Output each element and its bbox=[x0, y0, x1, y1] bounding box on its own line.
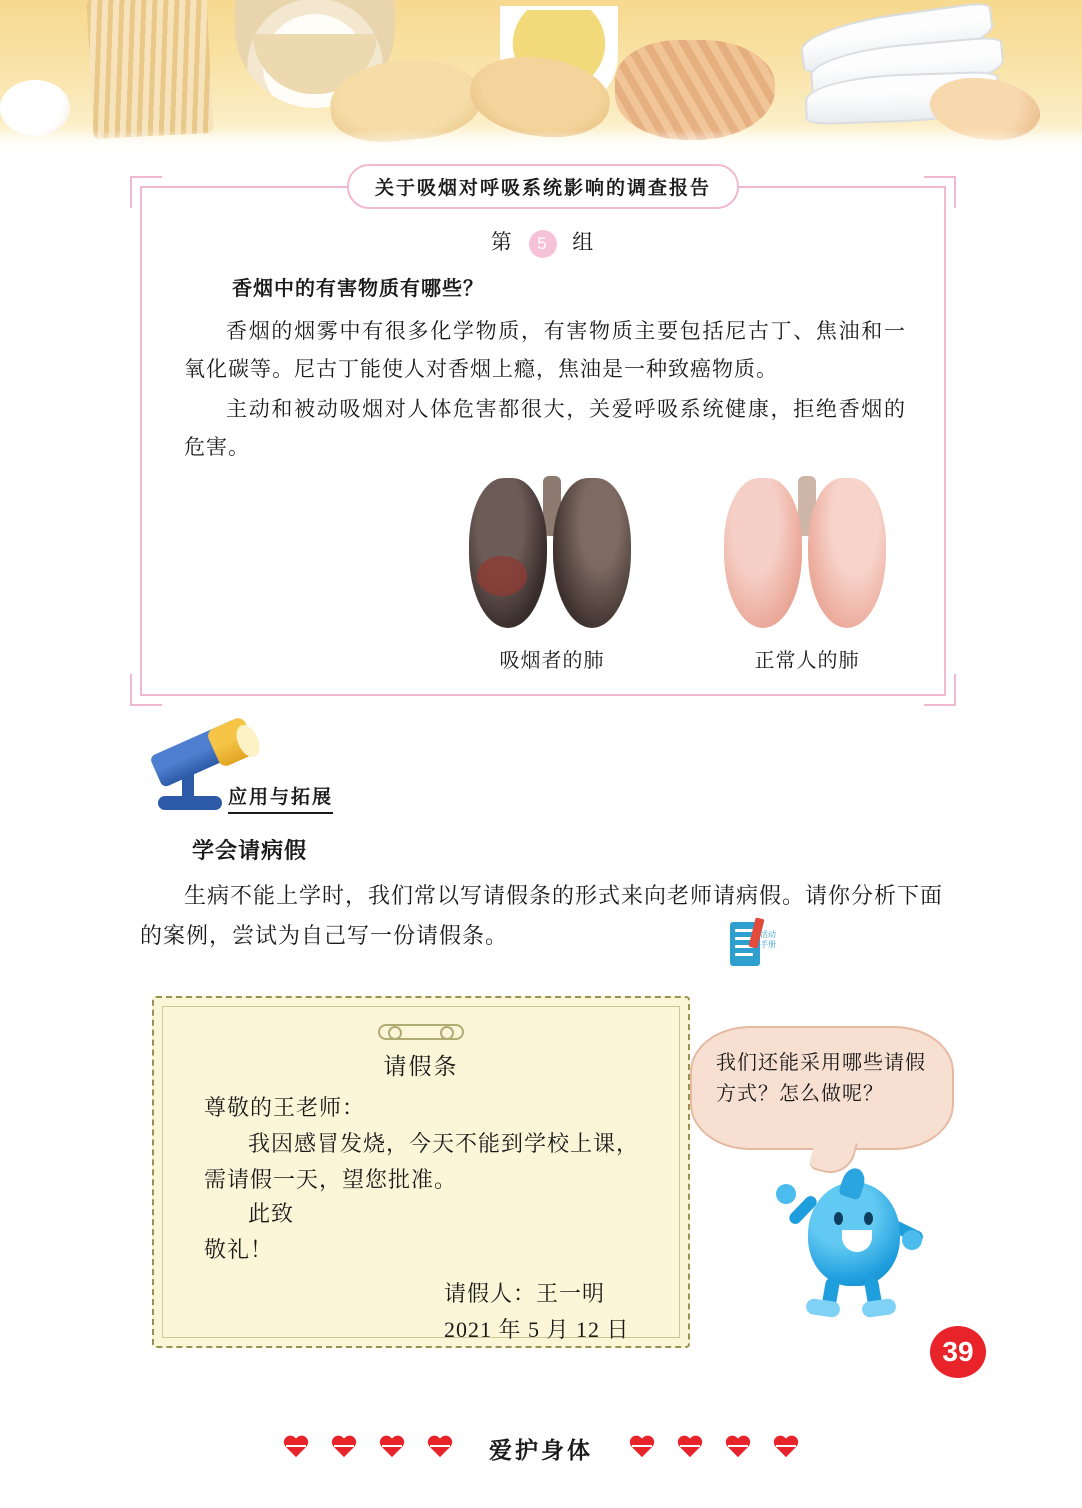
heart-icon bbox=[629, 1436, 655, 1460]
manual-icon-label: 活动 手册 bbox=[760, 930, 776, 949]
heart-icon bbox=[331, 1436, 357, 1460]
noodles-image bbox=[86, 0, 213, 139]
activity-manual-icon bbox=[730, 920, 786, 968]
footer-text: 爱护身体 bbox=[489, 1436, 593, 1463]
note-salutation: 尊敬的王老师： bbox=[204, 1095, 366, 1120]
report-paragraph-1: 香烟的烟雾中有很多化学物质，有害物质主要包括尼古丁、焦油和一氧化碳等。尼古丁能使人对香烟上瘾，焦油是一种致癌物质。 bbox=[184, 319, 906, 381]
leave-note-card bbox=[152, 996, 690, 1348]
card-corner-bottom-right bbox=[924, 674, 956, 706]
mascot-hand-right bbox=[902, 1230, 922, 1250]
note-body: 我因感冒发烧，今天不能到学校上课，需请假一天，望您批准。 bbox=[204, 1131, 640, 1192]
report-question: 香烟中的有害物质有哪些？ bbox=[232, 278, 484, 300]
card-corner-bottom-left bbox=[130, 674, 162, 706]
report-paragraph-2: 主动和被动吸烟对人体危害都很大，关爱呼吸系统健康，拒绝香烟的危害。 bbox=[184, 397, 906, 459]
heart-icon bbox=[773, 1436, 799, 1460]
sub-heading-sick-leave: 学会请病假 bbox=[192, 838, 308, 863]
banner-fade bbox=[0, 130, 1082, 152]
mascot-eye-right bbox=[864, 1212, 873, 1225]
mascot-foot-right bbox=[861, 1298, 897, 1319]
smoker-lung-image bbox=[467, 476, 637, 672]
normal-lung-image bbox=[722, 476, 892, 672]
lung-comparison-images bbox=[142, 476, 944, 676]
section-heading-application: 应用与拓展 bbox=[228, 782, 333, 814]
paper-clip-icon bbox=[378, 1024, 464, 1040]
normal-lung-caption: 正常人的肺 bbox=[754, 650, 860, 672]
heart-icon bbox=[379, 1436, 405, 1460]
application-paragraph: 生病不能上学时，我们常以写请假条的形式来向老师请病假。请你分析下面的案例，尝试为自己写一份请假条。 bbox=[140, 883, 944, 948]
mascot-eye-left bbox=[834, 1212, 843, 1225]
group-number-badge: 5 bbox=[529, 230, 557, 258]
lung-lobe-left bbox=[724, 478, 802, 628]
heart-icon bbox=[283, 1436, 309, 1460]
heart-icon bbox=[677, 1436, 703, 1460]
page-number: 39 bbox=[930, 1326, 986, 1378]
lung-lobe-right bbox=[553, 478, 631, 628]
heart-icon bbox=[725, 1436, 751, 1460]
lung-lobe-left bbox=[469, 478, 547, 628]
note-closing-1: 此致 bbox=[248, 1201, 295, 1226]
note-closing-2: 敬礼！ bbox=[204, 1237, 274, 1262]
smoker-lung-caption: 吸烟者的肺 bbox=[499, 650, 605, 672]
group-suffix: 组 bbox=[572, 230, 596, 254]
egg-image bbox=[0, 80, 70, 136]
mascot-hand-left bbox=[776, 1184, 796, 1204]
group-line bbox=[142, 226, 944, 258]
report-title: 关于吸烟对呼吸系统影响的调查报告 bbox=[347, 164, 739, 209]
decorative-food-banner bbox=[0, 0, 1082, 152]
speech-bubble-text: 我们还能采用哪些请假方式？怎么做呢？ bbox=[716, 1052, 926, 1105]
heart-icon bbox=[427, 1436, 453, 1460]
telescope-base bbox=[158, 796, 222, 810]
speech-bubble bbox=[690, 1026, 954, 1150]
meat-image bbox=[615, 40, 775, 140]
note-title: 请假条 bbox=[383, 1054, 459, 1079]
page-footer bbox=[0, 1418, 1082, 1478]
group-prefix: 第 bbox=[490, 230, 514, 254]
note-date: 2021 年 5 月 12 日 bbox=[444, 1317, 630, 1342]
lung-lobe-right bbox=[808, 478, 886, 628]
note-signature: 请假人：王一明 bbox=[444, 1281, 606, 1306]
investigation-report-card bbox=[140, 178, 946, 696]
water-drop-mascot bbox=[790, 1168, 920, 1328]
